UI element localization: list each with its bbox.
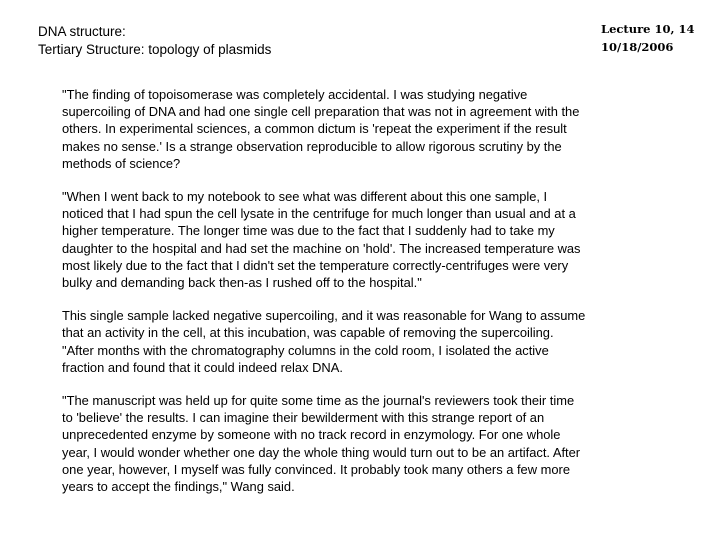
paragraph-line: years to accept the findings," Wang said.: [62, 479, 295, 495]
paragraph-line: unprecedented enzyme by someone with no track record in enzymology. For one whole: [62, 427, 561, 443]
paragraph-line: supercoiling of DNA and had one single cell preparation that was not in agreement with the: [62, 104, 580, 120]
quote-body: [62, 86, 672, 511]
lecture-info: [601, 20, 694, 56]
paragraph-line: "After months with the chromatography columns in the cold room, I isolated the active: [62, 342, 549, 358]
title-line-1: DNA structure:: [38, 24, 126, 39]
paragraph-line: noticed that I had spun the cell lysate in the centrifuge for much longer than usual and at a: [62, 206, 576, 222]
title-line-2: Tertiary Structure: topology of plasmids: [38, 42, 272, 57]
paragraph-line: most likely due to the fact that I didn't set the temperature correctly-centrifuges were very: [62, 257, 569, 273]
paragraph-line: "When I went back to my notebook to see what was different about this one sample, I: [62, 189, 548, 205]
paragraph-line: fraction and found that it could indeed relax DNA.: [62, 359, 343, 375]
paragraph-line: "The manuscript was held up for quite some time as the journal's reviewers took their time: [62, 393, 575, 409]
paragraph-line: methods of science?: [62, 155, 181, 171]
paragraph-2: [62, 188, 672, 291]
slide-title: [38, 23, 271, 59]
paragraph-1: [62, 86, 672, 172]
paragraph-line: "The finding of topoisomerase was completely accidental. I was studying negative: [62, 87, 528, 102]
paragraph-line: bulky and demanding back then-as I rushed off to the hospital.": [62, 275, 422, 291]
paragraph-line: This single sample lacked negative supercoiling, and it was reasonable for Wang to assume: [62, 308, 586, 324]
paragraph-line: to 'believe' the results. I can imagine their bewilderment with this strange report of an: [62, 410, 545, 426]
paragraph-3: [62, 307, 672, 376]
paragraph-4: [62, 392, 672, 495]
paragraph-line: that an activity in the cell, at this incubation, was capable of removing the supercoiling.: [62, 325, 554, 341]
paragraph-line: daughter to the hospital and had set the machine on 'hold'. The increased temperature was: [62, 240, 581, 256]
paragraph-line: year, I would wonder whether one day the whole thing would turn out to be an artifact. After: [62, 444, 581, 460]
paragraph-line: one year, however, I myself was fully convinced. It probably took many others a few more: [62, 461, 570, 477]
paragraph-line: others. In experimental sciences, a common dictum is 'repeat the experiment if the result: [62, 121, 567, 137]
lecture-date: 10/18/2006: [601, 40, 674, 54]
paragraph-line: makes no sense.' Is a strange observation reproducible to allow rigorous scrutiny by the: [62, 138, 562, 154]
lecture-number: Lecture 10, 14: [601, 22, 695, 36]
paragraph-line: higher temperature. The longer time was due to the fact that I suddenly had to take my: [62, 223, 555, 239]
